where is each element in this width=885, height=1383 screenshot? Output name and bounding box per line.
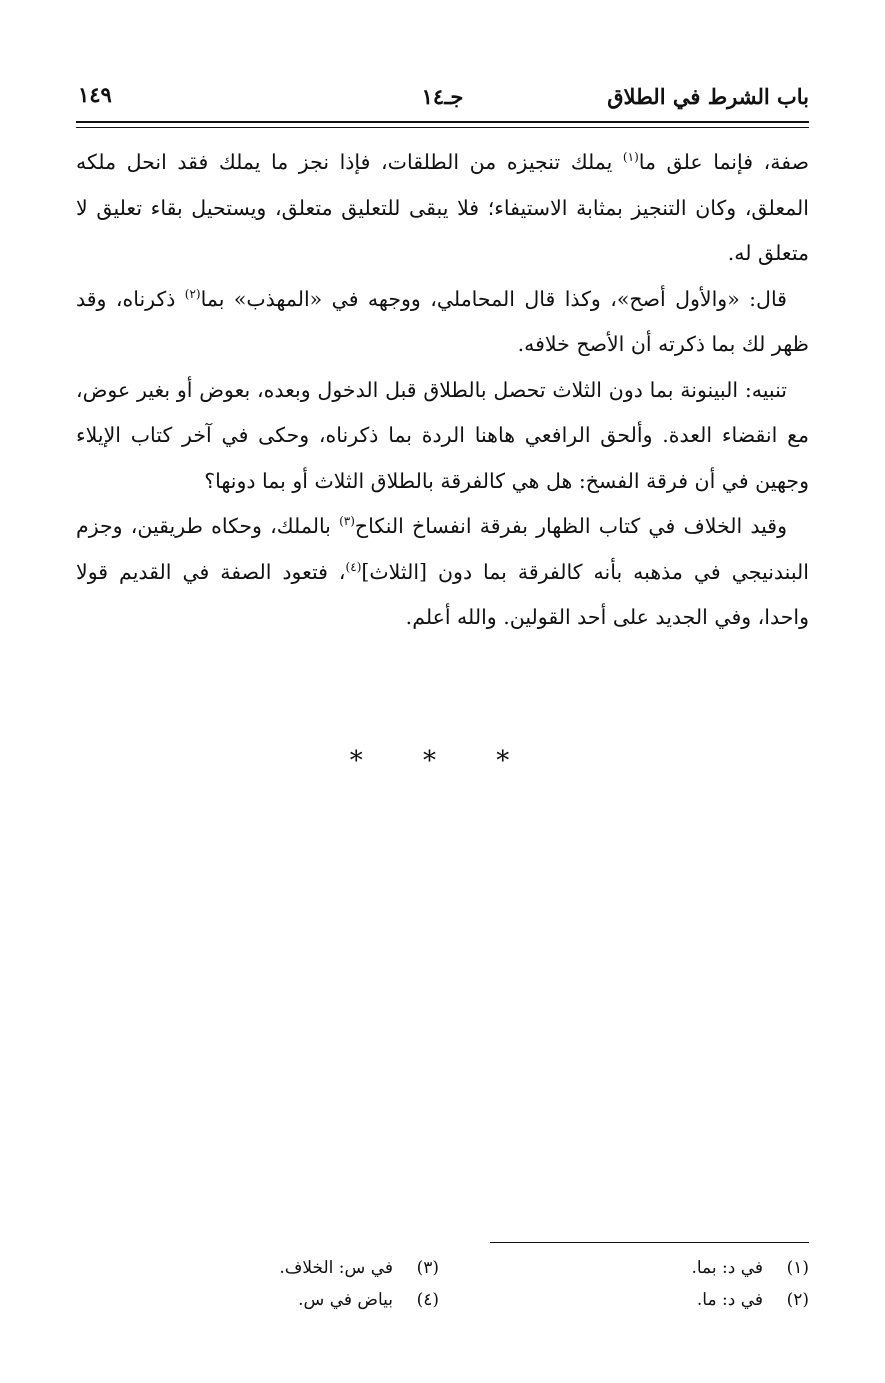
section-separator: * * * — [349, 746, 536, 776]
footnote-column-right — [449, 1252, 809, 1316]
text-segment: قال: «والأول أصح»، وكذا قال المحاملي، ووجهه في «المهذب» بما — [200, 286, 787, 311]
footnote-number: (٣) — [416, 1258, 439, 1278]
footnote-ref-1[interactable]: (١) — [622, 150, 639, 165]
footnote-text: بياض في س. — [298, 1290, 393, 1310]
text-segment: صفة، فإنما علق ما — [638, 150, 809, 174]
chapter-title: باب الشرط في الطلاق — [607, 84, 809, 109]
footnote-text: في د: بما. — [691, 1258, 763, 1278]
footnote-3 — [109, 1252, 439, 1284]
header-rule-thin — [76, 127, 809, 128]
text-segment: وقيد الخلاف في كتاب الظهار بفرقة انفساخ النكاح — [354, 514, 787, 538]
footnote-1 — [449, 1252, 809, 1284]
footnote-2 — [449, 1284, 809, 1316]
footnote-ref-2[interactable]: (٢) — [184, 286, 201, 301]
footnote-column-left — [109, 1252, 439, 1316]
volume-label: جـ١٤ — [421, 84, 464, 109]
main-text — [76, 140, 809, 641]
paragraph-4 — [76, 504, 809, 641]
footnote-ref-3[interactable]: (٣) — [339, 514, 355, 529]
running-header — [76, 80, 809, 116]
text-segment: يملك تنجيزه من الطلقات، فإذا نجز ما يملك فقد انحل ملكه المعلق، وكان التنجيز بمثابة الاستيفاء؛ فلا يبقى للتعليق متعلق، ويستحيل بقاء تعليق لا متعلق له. — [76, 150, 809, 265]
text-segment: بالملك، وحكاه طريقين، وجزم البندنيجي في مذهبه بأنه كالفرقة بما دون [الثلاث] — [76, 514, 809, 584]
page-number: ١٤٩ — [78, 82, 112, 107]
paragraph-2 — [76, 277, 809, 368]
footnote-text: في س: الخلاف. — [279, 1258, 393, 1278]
footnote-text: في د: ما. — [696, 1290, 763, 1310]
text-segment: ، فتعود الصفة في القديم قولا واحدا، وفي الجديد على أحد القولين. والله أعلم. — [76, 559, 809, 629]
footnote-number: (١) — [786, 1258, 809, 1278]
footnote-rule — [490, 1242, 809, 1243]
footnote-number: (٤) — [416, 1290, 439, 1310]
paragraph-1 — [76, 140, 809, 277]
text-segment: ذكرناه، وقد ظهر لك بما ذكرته أن الأصح خلافه. — [76, 286, 809, 356]
text-segment: تنبيه: البينونة بما دون الثلاث تحصل بالطلاق قبل الدخول وبعده، بعوض أو بغير عوض، مع انقضاء العدة. وألحق الرافعي هاهنا الردة بما ذكرناه، وحكى في آخر كتاب الإيلاء وجهين في أن فرقة الفسخ: هل هي كالفرقة بالطلاق الثلاث أو بما دونها؟ — [76, 377, 809, 493]
footnote-ref-4[interactable]: (٤) — [345, 559, 362, 574]
paragraph-3 — [76, 368, 809, 505]
footnote-number: (٢) — [786, 1290, 809, 1310]
footnote-4 — [109, 1284, 439, 1316]
header-rule-thick — [76, 121, 809, 123]
